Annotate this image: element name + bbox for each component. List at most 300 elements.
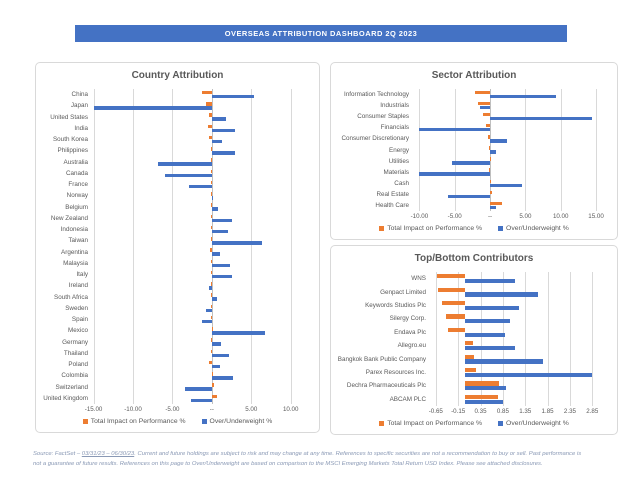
top-bottom-contributors-title: Top/Bottom Contributors [414, 253, 534, 264]
chart-row [42, 337, 313, 348]
chart-row [337, 144, 611, 155]
category-label: Health Care [375, 201, 409, 209]
chart-row [42, 123, 313, 134]
category-label: Australia [63, 158, 88, 166]
axis-tick-label: 2.35 [563, 408, 576, 415]
weight-bar [212, 95, 255, 98]
chart-rows [337, 272, 611, 406]
weight-bar [490, 184, 522, 187]
axis-tick-label: -0.65 [428, 408, 443, 415]
category-label: Poland [68, 361, 88, 369]
impact-bar [438, 288, 465, 292]
row-plot [430, 379, 599, 392]
weight-bar [212, 117, 226, 120]
chart-row [42, 247, 313, 258]
weight-bar [212, 151, 235, 154]
row-plot [413, 200, 601, 211]
row-plot [92, 202, 297, 213]
chart-row [42, 213, 313, 224]
category-label: Norway [66, 192, 88, 200]
row-plot [413, 133, 601, 144]
chart-row [337, 100, 611, 111]
chart-row [42, 303, 313, 314]
impact-bar [211, 203, 212, 206]
impact-bar [208, 125, 212, 128]
category-label: Italy [76, 271, 88, 279]
row-plot [92, 325, 297, 336]
impact-bar [490, 180, 491, 183]
axis-tick-label: 10.00 [552, 213, 569, 220]
row-plot [92, 100, 297, 111]
category-label: Spain [71, 316, 88, 324]
category-label: Bangkok Bank Public Company [337, 355, 426, 363]
weight-bar [419, 128, 490, 131]
category-label: Keywords Studios Plc [365, 302, 426, 310]
weight-bar [191, 399, 212, 402]
row-plot [430, 312, 599, 325]
legend-item-weight [202, 418, 273, 425]
impact-bar [211, 226, 212, 229]
weight-bar [212, 140, 222, 143]
legend-label-weight: Over/Underweight % [209, 418, 273, 425]
weight-bar [490, 206, 496, 209]
chart-row [337, 111, 611, 122]
impact-bar [478, 102, 490, 105]
axis-tick-label: 1.85 [541, 408, 554, 415]
footer-line-1 [33, 450, 615, 460]
impact-bar [465, 395, 498, 399]
row-plot [430, 285, 599, 298]
weight-bar [212, 342, 221, 345]
impact-bar [475, 91, 490, 94]
weight-bar [212, 331, 265, 334]
category-label: Genpact Limited [380, 288, 426, 296]
row-plot [413, 144, 601, 155]
weight-bar [206, 309, 212, 312]
chart-row [42, 314, 313, 325]
legend-item-weight [498, 420, 569, 427]
chart-row [42, 359, 313, 370]
row-plot [92, 269, 297, 280]
weight-bar [202, 320, 212, 323]
chart-row [337, 133, 611, 144]
row-plot [430, 393, 599, 406]
legend-item-impact [83, 418, 186, 425]
chart-row [337, 122, 611, 133]
x-axis [410, 212, 604, 222]
plot-area [337, 272, 611, 406]
chart-row [337, 156, 611, 167]
chart-row [42, 157, 313, 168]
impact-bar [211, 338, 212, 341]
chart-row [337, 272, 611, 285]
weight-bar [185, 387, 212, 390]
category-label: France [68, 181, 88, 189]
legend-item-impact [379, 420, 482, 427]
chart-row [42, 145, 313, 156]
weight-bar [465, 292, 538, 296]
chart-row [42, 179, 313, 190]
weight-bar [419, 172, 490, 175]
chart-row [42, 258, 313, 269]
row-plot [92, 145, 297, 156]
weight-bar [212, 252, 220, 255]
chart-row [337, 379, 611, 392]
chart-row [42, 235, 313, 246]
category-label: South Korea [52, 136, 88, 144]
chart-row [42, 370, 313, 381]
legend-label-impact: Total Impact on Performance % [387, 225, 483, 232]
weight-bar [212, 129, 236, 132]
axis-tick-label: 10.00 [282, 406, 299, 413]
impact-bar [211, 215, 212, 218]
chart-legend [42, 415, 313, 428]
category-label: WNS [411, 275, 426, 283]
weight-bar [212, 219, 233, 222]
weight-bar [465, 333, 505, 337]
axis-tick-label: -- [209, 406, 214, 413]
category-label: Germany [62, 338, 88, 346]
weight-bar [448, 195, 490, 198]
weight-color-swatch [202, 419, 207, 424]
chart-row [42, 269, 313, 280]
category-label: Dechra Pharmaceuticals Plc [346, 382, 426, 390]
weight-bar [490, 117, 592, 120]
row-plot [430, 352, 599, 365]
axis-tick-label: 0.35 [474, 408, 487, 415]
sector-attribution-chart [330, 62, 618, 240]
impact-bar [211, 181, 212, 184]
chart-row [337, 299, 611, 312]
axis-tick-label: -5.00 [165, 406, 180, 413]
impact-bar [490, 191, 492, 194]
impact-bar [211, 158, 212, 161]
impact-bar [490, 157, 491, 160]
chart-row [42, 89, 313, 100]
row-plot [92, 89, 297, 100]
axis-tick-label: -5.00 [447, 213, 462, 220]
impact-bar [209, 113, 212, 116]
weight-bar [212, 297, 217, 300]
row-plot [92, 393, 297, 404]
chart-row [42, 348, 313, 359]
row-plot [413, 89, 601, 100]
category-label: Switzerland [55, 383, 88, 391]
category-label: Thailand [63, 349, 88, 357]
impact-bar [211, 293, 212, 296]
impact-color-swatch [379, 226, 384, 231]
weight-color-swatch [498, 226, 503, 231]
category-label: Indonesia [60, 226, 88, 234]
category-label: ABCAM PLC [389, 395, 426, 403]
row-plot [92, 314, 297, 325]
category-label: United Kingdom [43, 394, 88, 402]
weight-bar [465, 346, 516, 350]
axis-tick-label: 1.35 [519, 408, 532, 415]
weight-bar [465, 373, 592, 377]
plot-area [42, 89, 313, 404]
category-label: Sweden [65, 304, 88, 312]
row-plot [92, 134, 297, 145]
axis-tick-label: -10.00 [410, 213, 429, 220]
weight-bar [490, 95, 556, 98]
impact-bar [212, 327, 213, 330]
chart-rows [337, 89, 611, 211]
impact-bar [465, 355, 474, 359]
impact-bar [211, 170, 212, 173]
impact-bar [211, 237, 212, 240]
category-label: Ireland [68, 282, 88, 290]
country-attribution-chart [35, 62, 320, 433]
impact-bar [211, 282, 212, 285]
footer-date-range: 03/31/23 – 06/30/23 [81, 451, 135, 457]
category-label: Information Technology [344, 91, 409, 99]
axis-tick-label: 15.00 [588, 213, 604, 220]
row-plot [92, 247, 297, 258]
impact-bar [483, 113, 490, 116]
impact-bar [446, 314, 465, 318]
impact-bar [209, 361, 211, 364]
chart-row [337, 189, 611, 200]
chart-row [337, 89, 611, 100]
chart-row [42, 190, 313, 201]
legend-item-weight [498, 225, 569, 232]
legend-label-weight: Over/Underweight % [506, 225, 569, 232]
chart-row [337, 285, 611, 298]
chart-row [42, 202, 313, 213]
weight-bar [212, 196, 214, 199]
chart-row [337, 167, 611, 178]
disclosure-footer [33, 450, 615, 469]
chart-rows [42, 89, 313, 404]
category-label: Mexico [68, 327, 88, 335]
category-label: Silergy Corp. [389, 315, 426, 323]
row-plot [413, 178, 601, 189]
weight-bar [189, 185, 212, 188]
axis-tick-label: 2.85 [586, 408, 599, 415]
weight-bar [465, 359, 543, 363]
chart-row [42, 280, 313, 291]
footer-source-text: Source: FactSet – [33, 451, 82, 457]
category-label: Japan [70, 102, 88, 110]
weight-bar [212, 376, 233, 379]
category-label: Consumer Staples [357, 113, 409, 121]
weight-bar [212, 207, 218, 210]
row-plot [92, 280, 297, 291]
row-plot [413, 100, 601, 111]
x-axis [430, 407, 599, 417]
row-plot [92, 112, 297, 123]
impact-bar [212, 383, 214, 386]
category-label: Colombia [61, 372, 88, 380]
impact-bar [211, 271, 212, 274]
category-label: Cash [394, 179, 409, 187]
row-plot [430, 299, 599, 312]
chart-row [42, 393, 313, 404]
row-plot [413, 167, 601, 178]
top-bottom-contributors-chart [330, 245, 618, 435]
category-label: Argentina [61, 248, 88, 256]
impact-bar [211, 316, 212, 319]
impact-bar [489, 168, 490, 171]
row-plot [92, 123, 297, 134]
category-label: Industrials [380, 102, 409, 110]
category-label: Belgium [65, 203, 88, 211]
impact-bar [206, 102, 212, 105]
row-plot [92, 235, 297, 246]
weight-bar [212, 264, 230, 267]
impact-bar [437, 274, 465, 278]
chart-row [337, 178, 611, 189]
chart-row [337, 366, 611, 379]
category-label: China [71, 91, 88, 99]
row-plot [92, 213, 297, 224]
row-plot [92, 179, 297, 190]
category-label: Energy [389, 146, 409, 154]
impact-bar [209, 136, 211, 139]
axis-tick-label: 5.00 [245, 406, 258, 413]
category-label: Malaysia [63, 259, 88, 267]
row-plot [92, 337, 297, 348]
impact-bar [212, 372, 214, 375]
axis-tick-label: -- [487, 213, 493, 220]
weight-bar [465, 400, 503, 404]
impact-bar [465, 368, 476, 372]
axis-tick-label: 0.85 [496, 408, 509, 415]
dashboard-title: OVERSEAS ATTRIBUTION DASHBOARD 2Q 2023 [224, 29, 418, 38]
chart-row [42, 112, 313, 123]
impact-color-swatch [379, 421, 384, 426]
category-label: Real Estate [376, 190, 409, 198]
chart-row [337, 312, 611, 325]
category-label: Allegro.eu [397, 342, 426, 350]
x-axis [84, 405, 299, 415]
chart-row [42, 382, 313, 393]
impact-bar [490, 202, 502, 205]
row-plot [413, 111, 601, 122]
dashboard-title-banner [75, 25, 567, 42]
weight-bar [490, 150, 496, 153]
category-label: United States [50, 113, 88, 121]
row-plot [92, 303, 297, 314]
weight-bar [212, 230, 228, 233]
country-attribution-title: Country Attribution [131, 70, 224, 81]
impact-bar [202, 91, 211, 94]
category-label: Canada [65, 169, 88, 177]
weight-bar [158, 162, 212, 165]
weight-bar [480, 106, 490, 109]
row-plot [92, 157, 297, 168]
row-plot [92, 370, 297, 381]
weight-bar [212, 241, 262, 244]
category-label: New Zealand [50, 214, 88, 222]
category-label: Consumer Discretionary [341, 135, 409, 143]
row-plot [92, 190, 297, 201]
weight-bar [452, 161, 490, 164]
legend-label-impact: Total Impact on Performance % [387, 420, 483, 427]
axis-tick-label: -10.00 [124, 406, 142, 413]
chart-row [337, 339, 611, 352]
axis-tick-label: -15.00 [84, 406, 103, 413]
impact-bar [211, 147, 212, 150]
row-plot [92, 224, 297, 235]
legend-label-impact: Total Impact on Performance % [90, 418, 186, 425]
impact-bar [486, 124, 490, 127]
row-plot [92, 168, 297, 179]
row-plot [92, 292, 297, 303]
weight-bar [465, 279, 516, 283]
row-plot [92, 348, 297, 359]
chart-row [337, 393, 611, 406]
row-plot [430, 272, 599, 285]
weight-bar [465, 319, 511, 323]
category-label: Taiwan [68, 237, 88, 245]
impact-bar [211, 192, 212, 195]
axis-tick-label: -0.15 [451, 408, 466, 415]
weight-bar [94, 106, 212, 109]
impact-bar [442, 301, 465, 305]
impact-bar [211, 350, 212, 353]
category-label: Parex Resources Inc. [365, 369, 426, 377]
chart-row [42, 100, 313, 111]
weight-bar [465, 306, 519, 310]
row-plot [413, 122, 601, 133]
weight-bar [212, 275, 233, 278]
category-label: Endava Plc [394, 328, 426, 336]
impact-bar [211, 260, 212, 263]
row-plot [430, 326, 599, 339]
category-label: Utilities [388, 157, 409, 165]
footer-line-2: not a guarantee of future results. References on this page to Over/Underweight are based on comparison to the MSCI Emerging Markets Total Return USD Index. Please see attached disclosures. [33, 460, 543, 467]
row-plot [430, 366, 599, 379]
chart-legend [337, 222, 611, 235]
impact-bar [448, 328, 465, 332]
impact-bar [212, 395, 217, 398]
row-plot [413, 189, 601, 200]
impact-color-swatch [83, 419, 88, 424]
row-plot [92, 382, 297, 393]
chart-row [42, 134, 313, 145]
impact-bar [488, 135, 490, 138]
chart-row [42, 224, 313, 235]
weight-bar [212, 354, 229, 357]
weight-bar [490, 139, 507, 142]
weight-bar [465, 386, 507, 390]
legend-label-weight: Over/Underweight % [506, 420, 569, 427]
row-plot [92, 258, 297, 269]
weight-bar [165, 174, 212, 177]
category-label: South Africa [54, 293, 88, 301]
chart-row [42, 325, 313, 336]
axis-tick-label: 5.00 [519, 213, 532, 220]
weight-bar [209, 286, 212, 289]
chart-legend [337, 417, 611, 430]
impact-bar [211, 305, 212, 308]
weight-color-swatch [498, 421, 503, 426]
impact-bar [210, 248, 212, 251]
impact-bar [465, 381, 499, 385]
footer-disclaimer-text: . Current and future holdings are subject to risk and may change at any time. References to specific securities are not a recommendation to buy or sell. Past performance is [134, 451, 582, 457]
category-label: Philippines [57, 147, 88, 155]
weight-bar [212, 365, 220, 368]
chart-row [337, 352, 611, 365]
category-label: India [74, 124, 88, 132]
chart-row [42, 168, 313, 179]
sector-attribution-title: Sector Attribution [431, 70, 517, 81]
chart-row [337, 200, 611, 211]
chart-row [337, 326, 611, 339]
row-plot [92, 359, 297, 370]
